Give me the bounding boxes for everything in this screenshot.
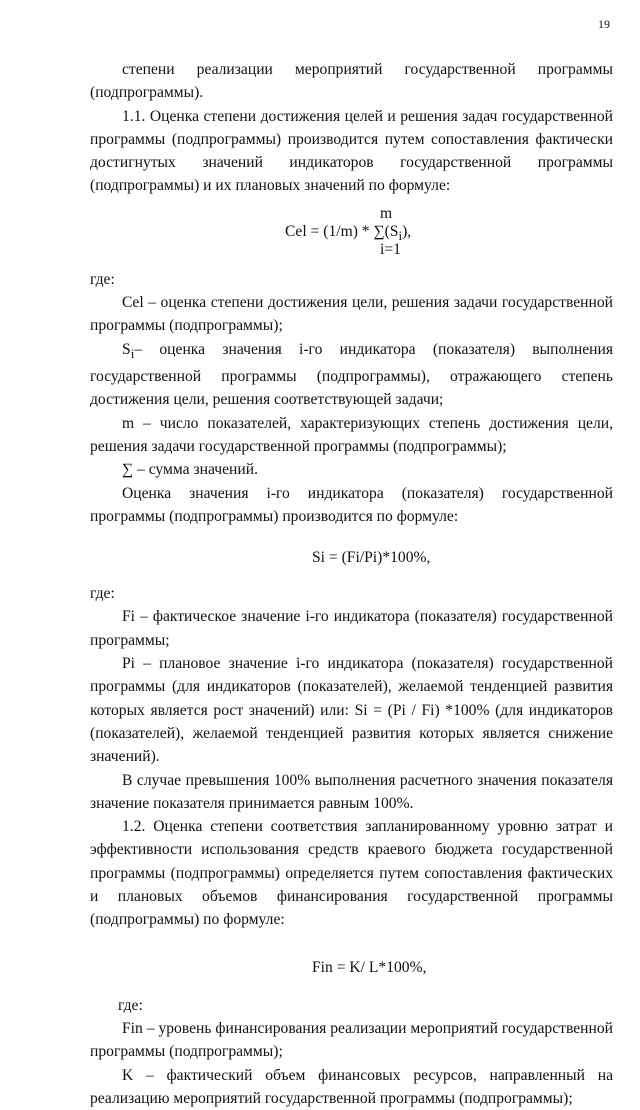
paragraph-intro: степени реализации мероприятий государственной программы (подпрограммы).	[90, 58, 613, 105]
definition-cel: Cel – оценка степени достижения цели, решения задачи государственной программы (подпрограммы);	[90, 291, 613, 338]
paragraph-1-1: 1.1. Оценка степени достижения целей и решения задач государственной программы (подпрограммы) производится путем сопоставления фактически достигнутых значений индикаторов государственной программы (подпрограммы) и их плановых значений по формуле:	[90, 105, 613, 198]
formula-fin	[90, 932, 613, 994]
paragraph-cap-100: В случае превышения 100% выполнения расчетного значения показателя значение показателя принимается равным 100%.	[90, 769, 613, 816]
formula-si	[90, 528, 613, 582]
where-label-2: где:	[90, 582, 613, 605]
formula-si-main: Si = (Fi/Pi)*100%,	[312, 546, 430, 569]
formula-sum-lower-limit: i=1	[380, 238, 401, 261]
definition-fi: Fi – фактическое значение i-го индикатора (показателя) государственной программы;	[90, 605, 613, 652]
formula-fin-main: Fin = K/ L*100%,	[312, 956, 427, 979]
definition-k: K – фактический объем финансовых ресурсов, направленный на реализацию мероприятий государственной программы (подпрограммы);	[90, 1064, 613, 1110]
page-body	[90, 58, 613, 1110]
where-label-3: где:	[90, 994, 613, 1017]
formula-cel-main: Cel = $(1/m) * \sum(S_i)$,	[285, 220, 411, 247]
where-label-1: где:	[90, 268, 613, 291]
page-number: 19	[598, 17, 610, 32]
definition-pi: Pi – плановое значение i-го индикатора (показателя) государственной программы (для индикаторов (показателей), желаемой тенденцией развития которых является рост значений) или: Si = (Pi / Fi) *100% (для индикаторов (показателей), желаемой тенденцией развития которых является снижение значений).	[90, 652, 613, 768]
paragraph-1-2: 1.2. Оценка степени соответствия запланированному уровню затрат и эффективности использования средств краевого бюджета государственной программы (подпрограммы) определяется путем сопоставления фактических и плановых объемов финансирования государственной программы (подпрограммы) по формуле:	[90, 815, 613, 931]
definition-m: m – число показателей, характеризующих степень достижения цели, решения задачи государственной программы (подпрограммы);	[90, 412, 613, 459]
formula-sum-upper-limit: m	[380, 202, 392, 225]
formula-cel	[90, 198, 613, 268]
paragraph-indicator-evaluation: Оценка значения i-го индикатора (показателя) государственной программы (подпрограммы) производится по формуле:	[90, 482, 613, 529]
definition-sum: ∑ – сумма значений.	[90, 458, 613, 481]
definition-si: $S_i-$ оценка значения i-го индикатора (показателя) выполнения государственной программы (подпрограммы), отражающего степень достижения цели, решения соответствующей задачи;	[90, 338, 613, 412]
definition-fin: Fin – уровень финансирования реализации мероприятий государственной программы (подпрограммы);	[90, 1017, 613, 1064]
